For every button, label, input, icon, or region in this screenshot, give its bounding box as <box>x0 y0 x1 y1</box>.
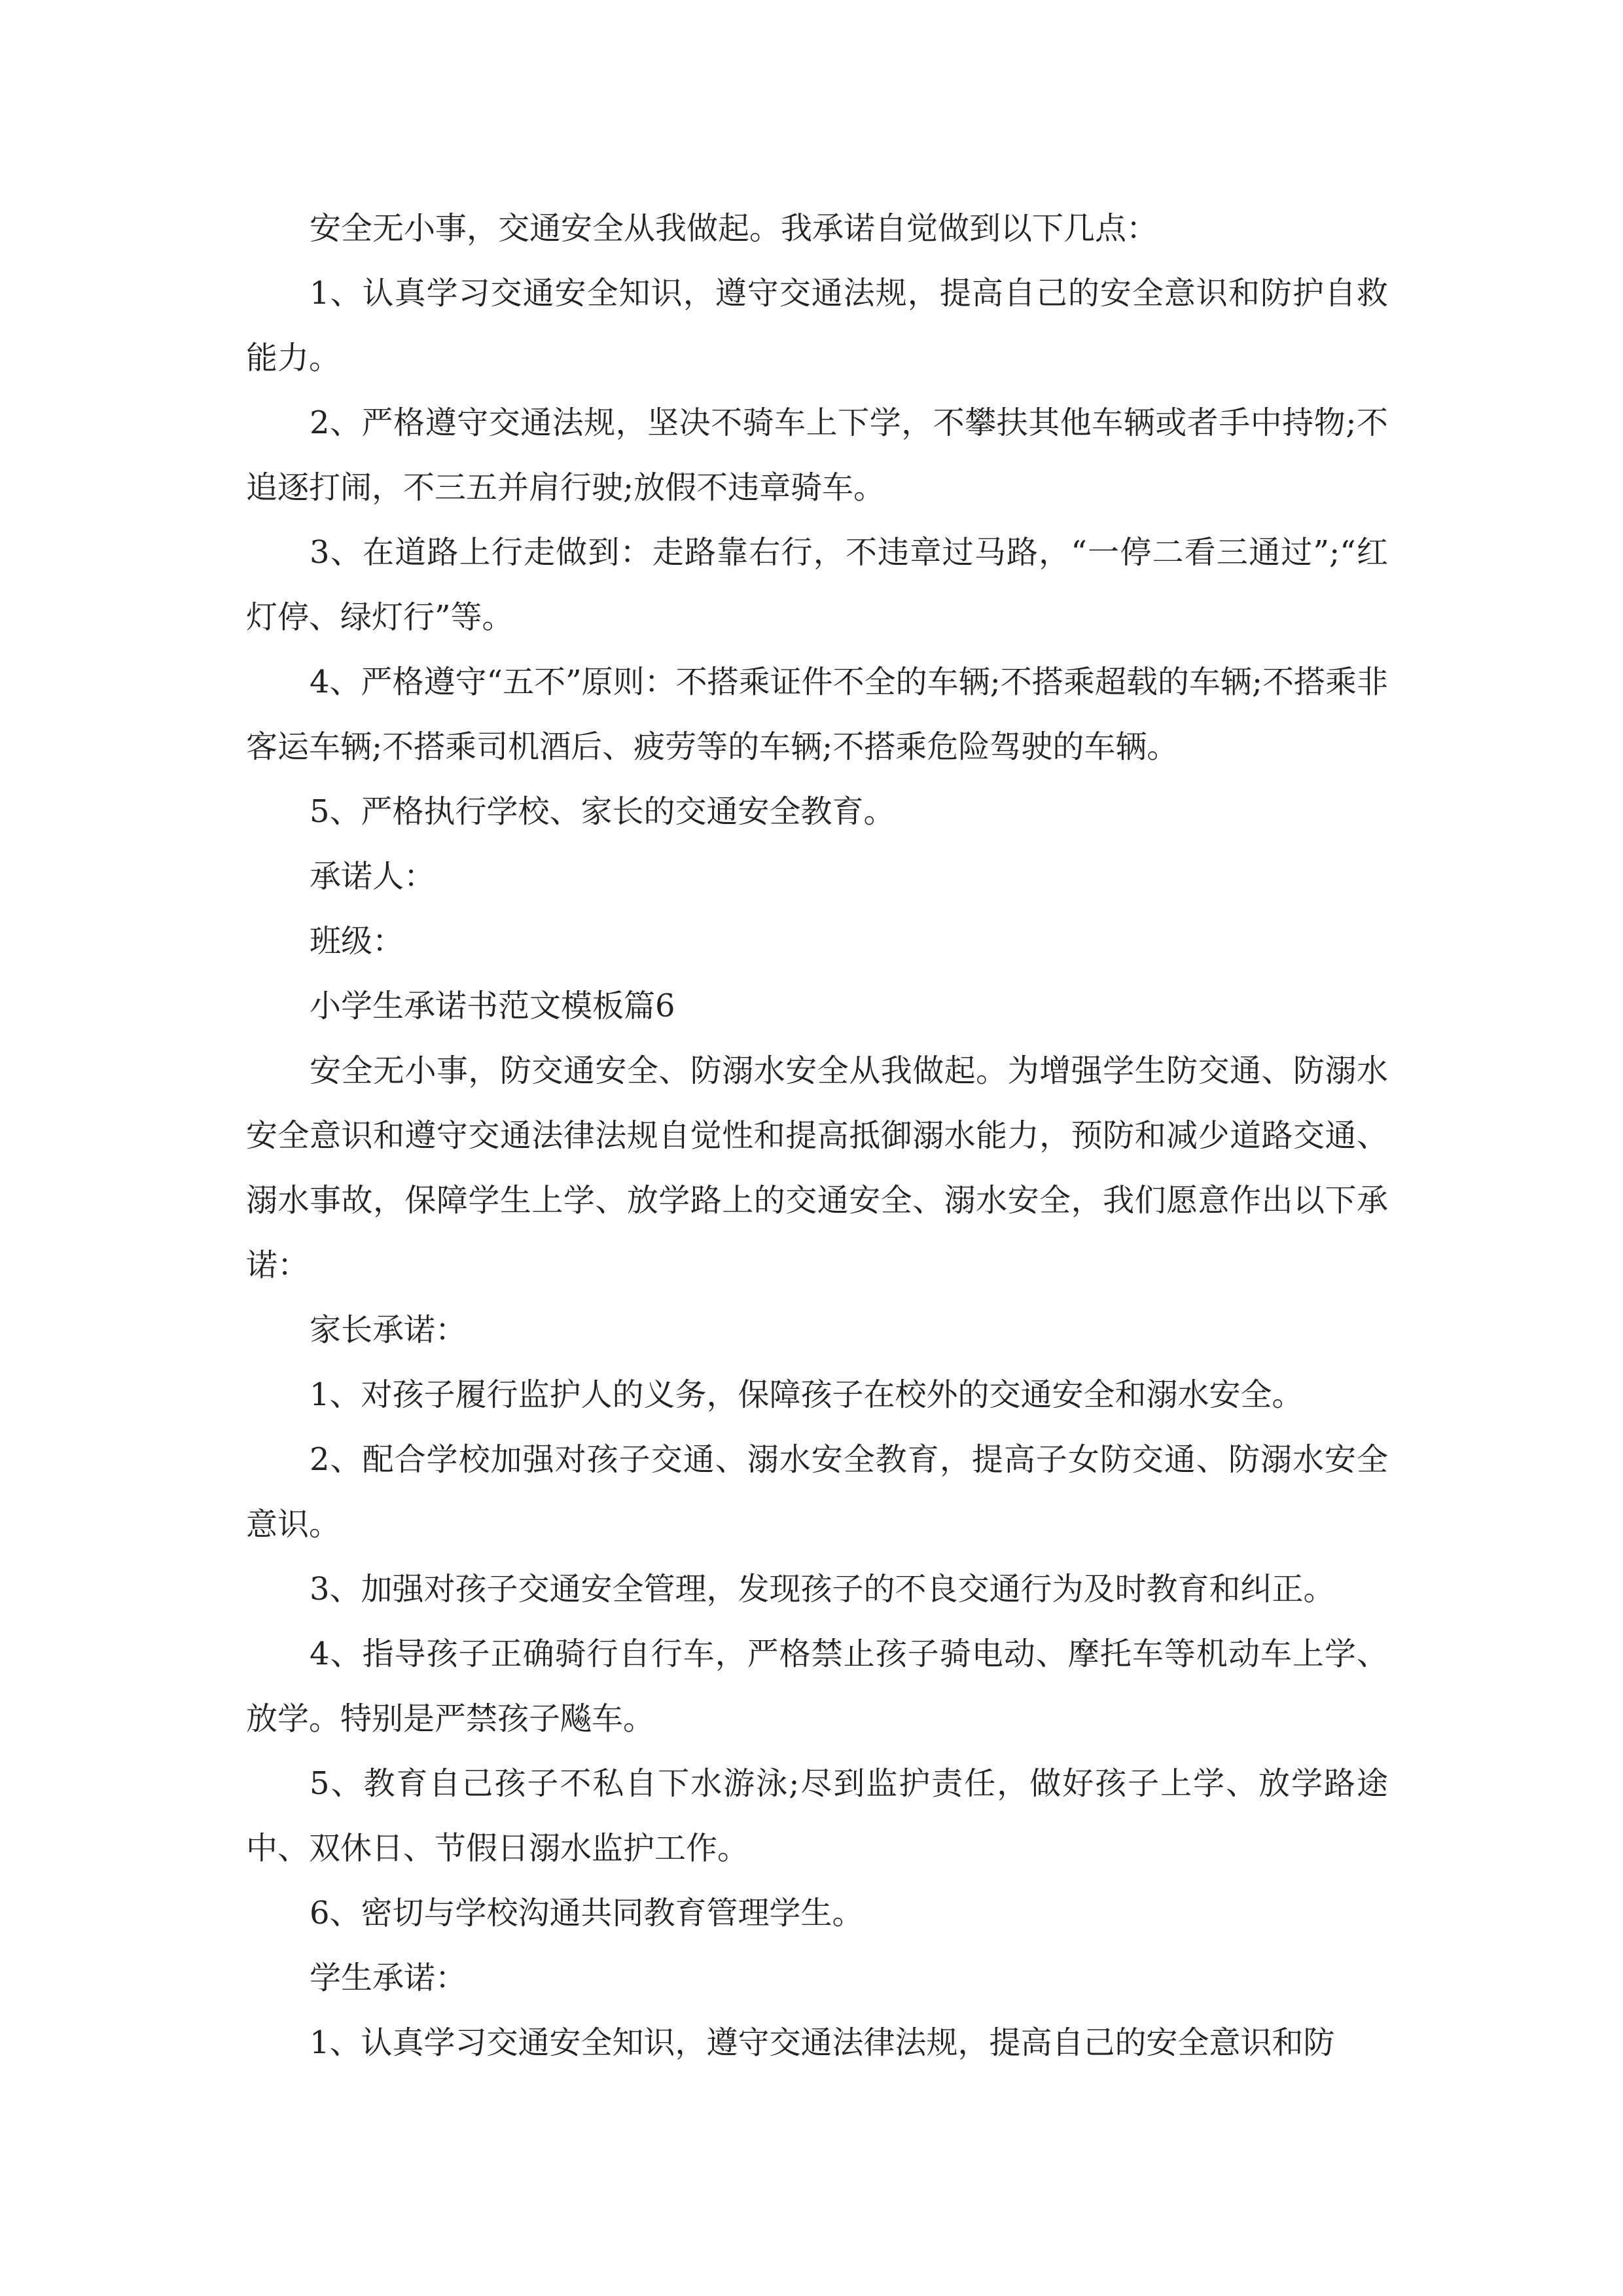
signer-label: 承诺人： <box>310 858 436 895</box>
student-pledge-item-1: 1、认真学习交通安全知识，遵守交通法律法规，提高自己的安全意识和防 <box>310 2024 1335 2061</box>
parent-pledge-item-1: 1、对孩子履行监护人的义务，保障孩子在校外的交通安全和溺水安全。 <box>310 1376 1304 1413</box>
parent-pledge-item-6: 6、密切与学校沟通共同教育管理学生。 <box>310 1895 864 1931</box>
pledge-item-5: 5、严格执行学校、家长的交通安全教育。 <box>310 793 895 830</box>
pledge-item-3: 3、在道路上行走做到：走路靠右行，不违章过马路，“一停二看三通过”;“红灯停、绿灯行”等。 <box>246 534 1388 636</box>
pledge-item-4: 4、严格遵守“五不”原则：不搭乘证件不全的车辆;不搭乘超载的车辆;不搭乘非客运车辆;不搭乘司机酒后、疲劳等的车辆;不搭乘危险驾驶的车辆。 <box>246 664 1388 765</box>
pledge-item-1: 1、认真学习交通安全知识，遵守交通法规，提高自己的安全意识和防护自救能力。 <box>246 275 1388 376</box>
class-label: 班级： <box>310 923 404 960</box>
document-body <box>246 196 1388 2075</box>
section-intro-paragraph: 安全无小事，防交通安全、防溺水安全从我做起。为增强学生防交通、防溺水安全意识和遵守交通法律法规自觉性和提高抵御溺水能力，预防和减少道路交通、溺水事故，保障学生上学、放学路上的交通安全、溺水安全，我们愿意作出以下承诺： <box>246 1052 1388 1283</box>
section-heading: 小学生承诺书范文模板篇6 <box>310 988 675 1024</box>
parent-pledge-item-2: 2、配合学校加强对孩子交通、溺水安全教育，提高子女防交通、防溺水安全意识。 <box>246 1441 1388 1543</box>
pledge-item-2: 2、严格遵守交通法规，坚决不骑车上下学，不攀扶其他车辆或者手中持物;不追逐打闹，不三五并肩行驶;放假不违章骑车。 <box>246 404 1388 506</box>
parent-pledge-item-4: 4、指导孩子正确骑行自行车，严格禁止孩子骑电动、摩托车等机动车上学、放学。特别是严禁孩子飚车。 <box>246 1636 1388 1737</box>
parent-pledge-item-5: 5、教育自己孩子不私自下水游泳;尽到监护责任，做好孩子上学、放学路途中、双休日、节假日溺水监护工作。 <box>246 1765 1388 1867</box>
parent-pledge-item-3: 3、加强对孩子交通安全管理，发现孩子的不良交通行为及时教育和纠正。 <box>310 1571 1335 1607</box>
intro-paragraph: 安全无小事，交通安全从我做起。我承诺自觉做到以下几点： <box>310 210 1158 247</box>
student-pledge-heading: 学生承诺： <box>310 1960 467 1996</box>
parent-pledge-heading: 家长承诺： <box>310 1312 467 1348</box>
